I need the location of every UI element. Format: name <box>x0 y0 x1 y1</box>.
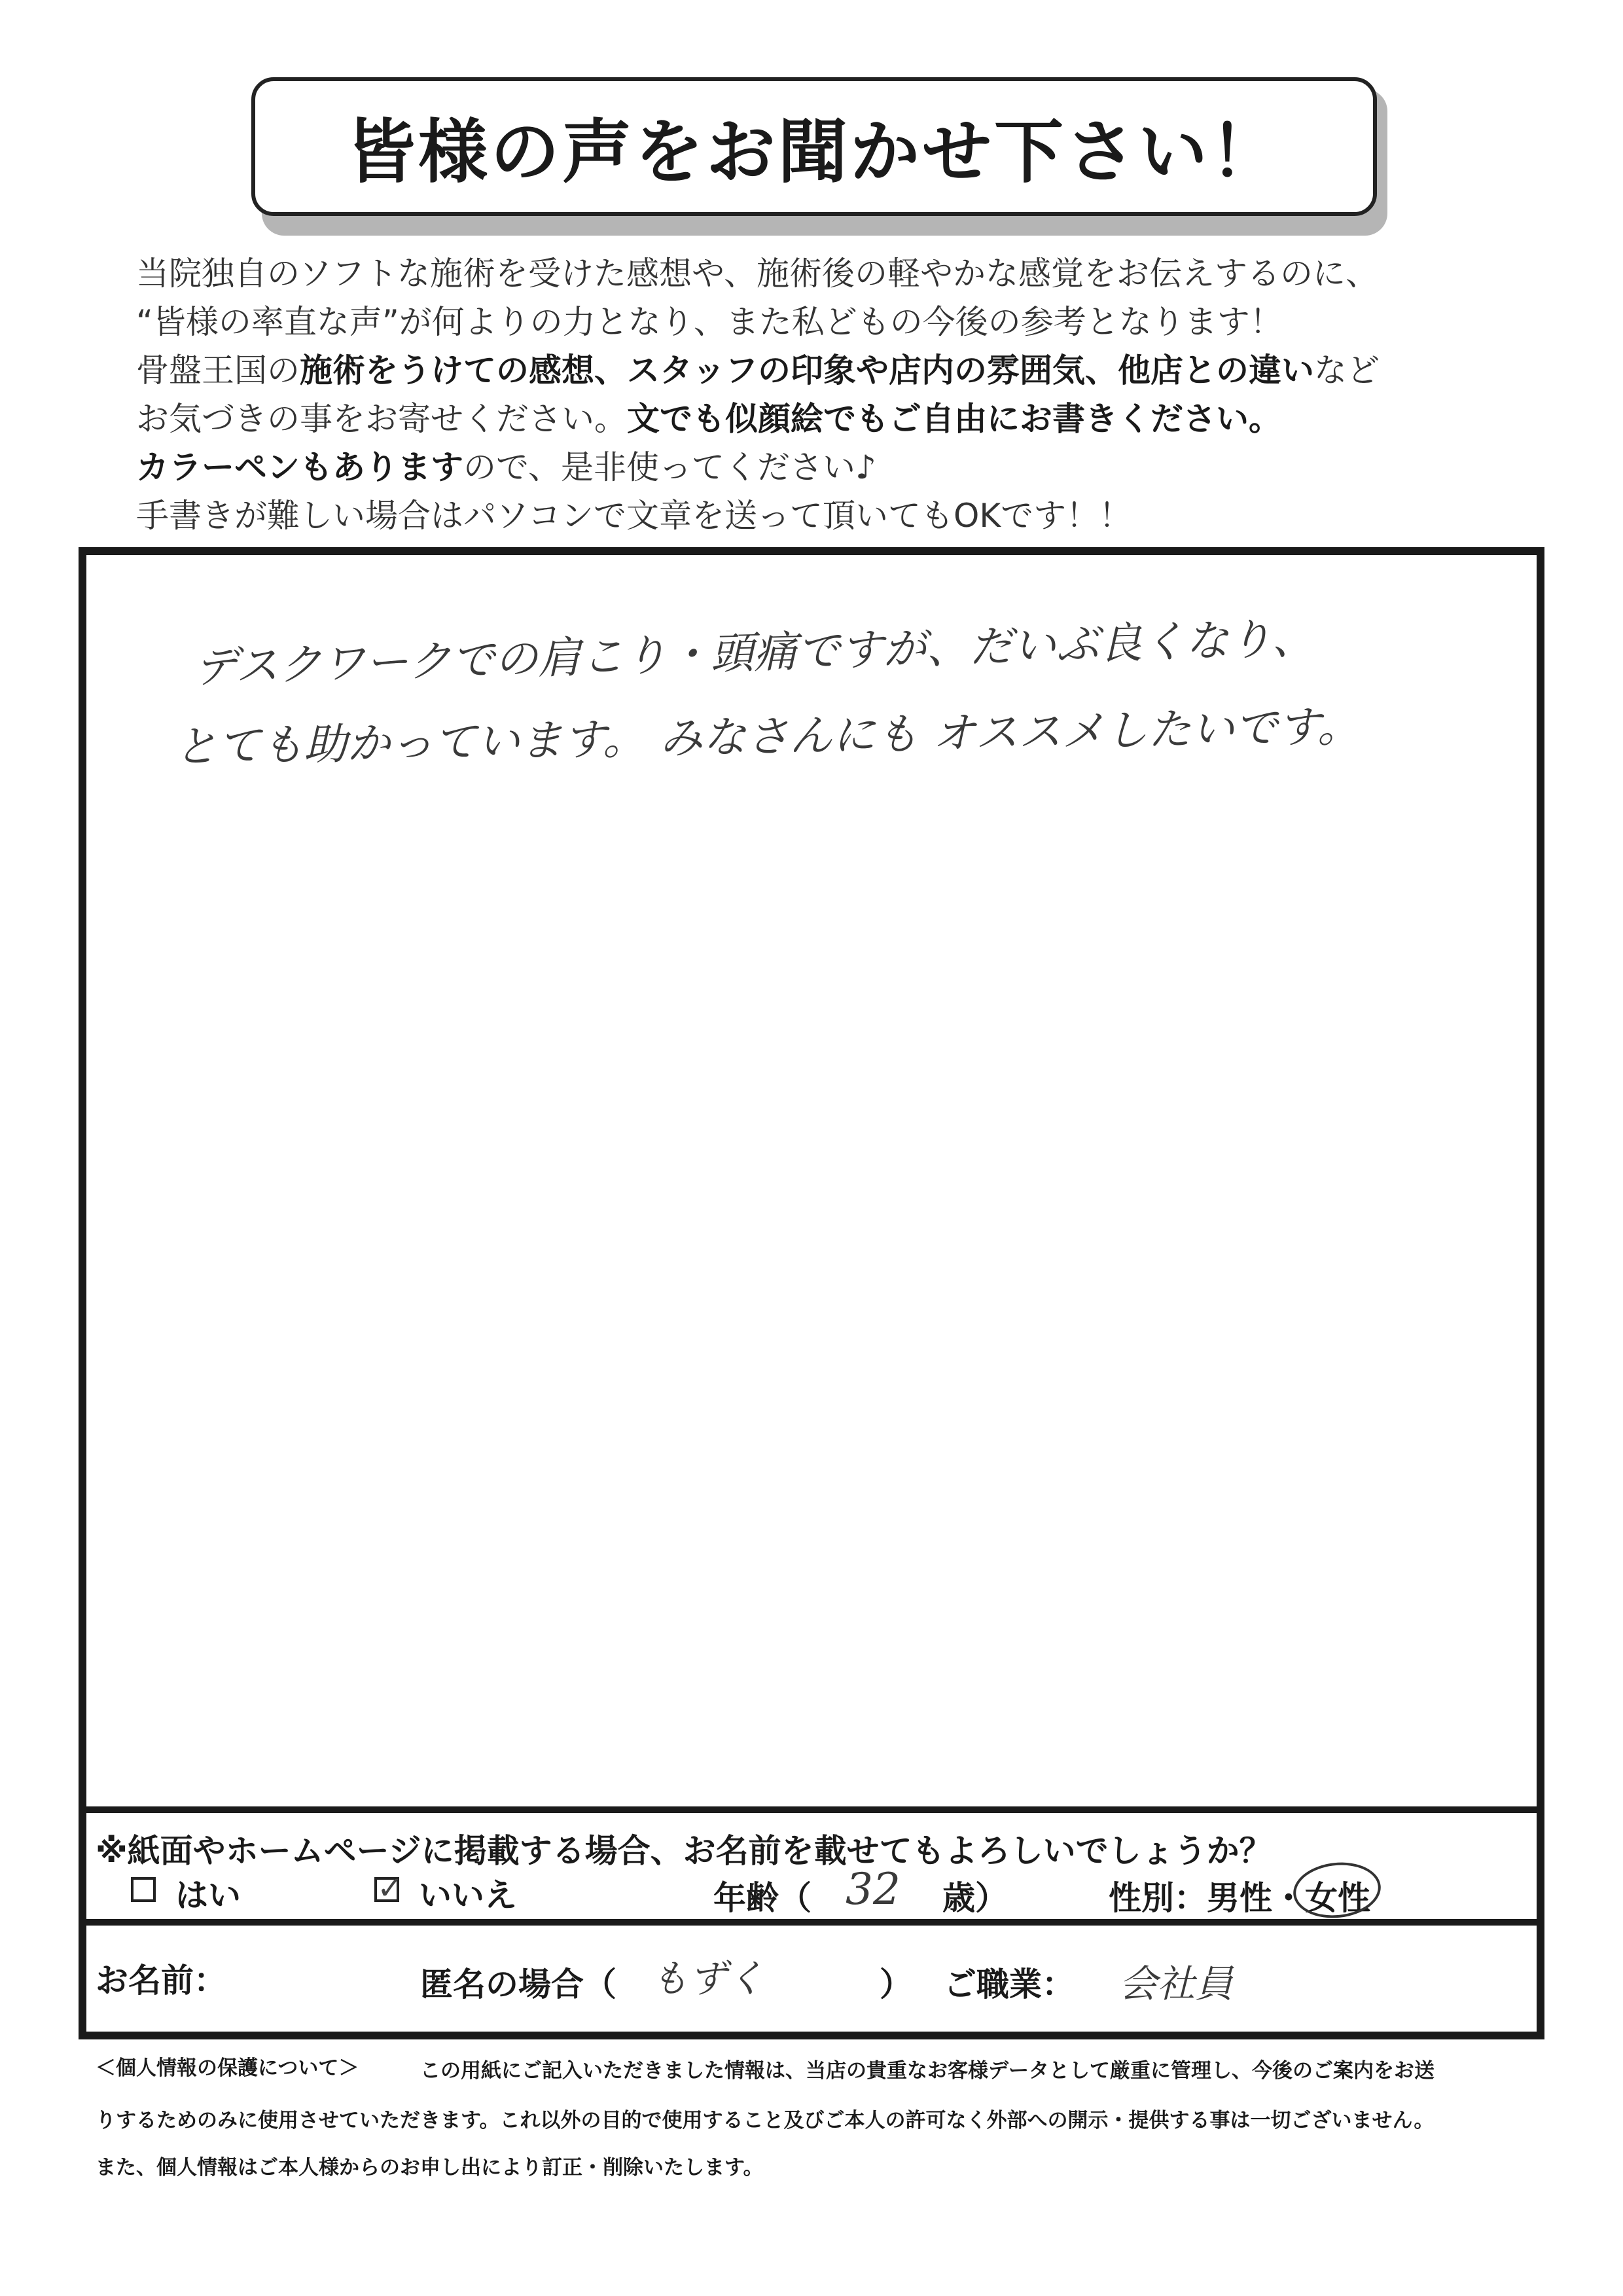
comment-line-2: とても助かっています。 みなさんにも オススメしたいです。 <box>173 701 1361 772</box>
occupation-value[interactable]: 会社員 <box>1119 1962 1234 2006</box>
consent-question: ※紙面やホームページに掲載する場合、お名前を載せてもよろしいでしょうか？ <box>96 1832 1272 1870</box>
intro-line-3-c: など <box>1314 351 1380 389</box>
intro-line-6: 手書きが難しい場合はパソコンで文章を送って頂いてもOKです！！ <box>136 497 1132 535</box>
name-label: お名前： <box>96 1962 226 2000</box>
comment-line-1: デスクワークでの肩こり・頭痛ですが、だいぶ良くなり、 <box>193 613 1316 693</box>
intro-line-4 <box>136 399 1281 439</box>
intro-line-3 <box>136 351 1380 390</box>
intro-line-1: 当院独自のソフトな施術を受けた感想や、施術後の軽やかな感覚をお伝えするのに、 <box>136 255 1378 293</box>
comment-area-divider <box>79 1806 1544 1813</box>
anonymous-label: 匿名の場合（ <box>420 1965 616 2003</box>
privacy-heading: ＜個人情報の保護について＞ <box>96 2056 359 2080</box>
consent-row-divider <box>79 1919 1544 1926</box>
intro-line-5-a: カラーペンもあります <box>136 448 463 486</box>
title-banner <box>251 77 1377 216</box>
consent-yes-checkbox[interactable] <box>131 1877 156 1902</box>
intro-line-4-b: 文でも似顔絵でもご自由にお書きください。 <box>627 400 1281 438</box>
age-label: 年齢（ <box>713 1879 812 1917</box>
intro-line-2: “皆様の率直な声”が何よりの力となり、また私どもの今後の参考となります！ <box>136 303 1283 341</box>
intro-line-5 <box>136 448 876 487</box>
intro-line-3-a: 骨盤王国の <box>136 351 300 389</box>
age-value[interactable]: 32 <box>846 1864 901 1914</box>
privacy-line-1: この用紙にご記入いただきました情報は、当店の貴重なお客様データとして厳重に管理し、今後のご案内をお送 <box>420 2059 1435 2083</box>
page-title: 皆様の声をお聞かせ下さい！ <box>346 112 1282 192</box>
anonymous-close: ） <box>880 1965 912 2003</box>
age-suffix: 歳） <box>942 1879 1008 1917</box>
consent-yes-label: はい <box>175 1876 241 1914</box>
anonymous-name-value[interactable]: もずく <box>651 1956 765 2001</box>
gender-label: 性別：男性・女性 <box>1109 1879 1370 1917</box>
intro-line-5-b: ので、是非使ってください♪ <box>463 448 876 486</box>
privacy-line-3: また、個人情報はご本人様からのお申し出により訂正・削除いたします。 <box>96 2156 764 2179</box>
check-icon: ✓ <box>377 1870 404 1907</box>
intro-line-3-b: 施術をうけての感想、スタッフの印象や店内の雰囲気、他店との違い <box>300 351 1314 389</box>
consent-no-label: いいえ <box>419 1876 517 1914</box>
intro-line-4-a: お気づきの事をお寄せください。 <box>136 400 627 438</box>
privacy-line-2: りするためのみに使用させていただきます。これ以外の目的で使用すること及びご本人の許可なく外部への開示・提供する事は一切ございません。 <box>96 2109 1435 2132</box>
occupation-label: ご職業： <box>944 1965 1075 2003</box>
